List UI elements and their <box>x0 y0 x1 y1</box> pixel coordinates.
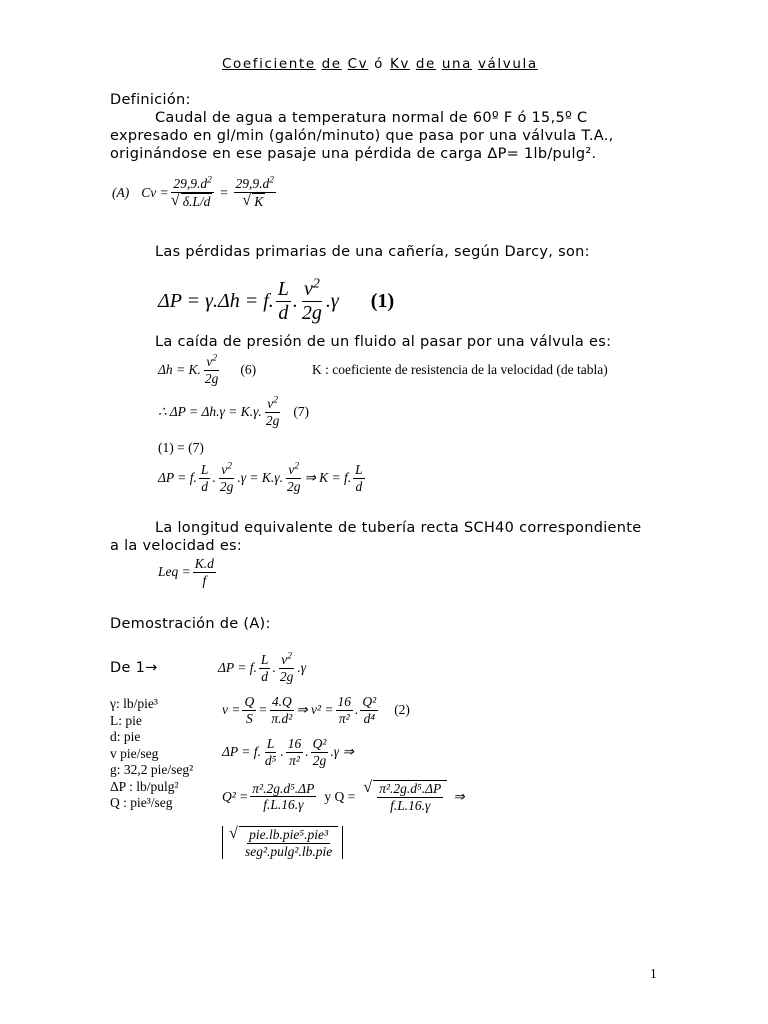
equation-lhs: Δh = K. <box>158 362 201 378</box>
fraction: $29,9.d^2$ √ K <box>234 176 276 209</box>
numerator: L <box>266 736 275 751</box>
numerator: v <box>288 462 295 477</box>
denominator: π.d² <box>271 710 293 726</box>
equation-tail: ⇒ <box>453 788 465 804</box>
numerator: L <box>355 462 363 477</box>
title-word: Kv <box>389 56 410 72</box>
equation-lhs: ΔP = f. <box>218 660 257 676</box>
equation-2: v = $\frac{Q}{S}$ = $\frac{4.Q}{\text{π.d²}}$ ⇒ v² = $\frac{16}{\text{π²}}$ . $\frac{\text{Q²}}{\text{d⁴}}$ (2) <box>222 694 410 726</box>
equation-part: ⇒ v² = <box>296 702 334 718</box>
numerator: K.d <box>194 556 214 571</box>
equation-1: ΔP = γ.Δh = f. $\frac{L}{d}$ . $\frac{v^2}{2g}$ .γ (1) <box>158 276 395 324</box>
denominator: f.L.16.γ <box>390 797 431 813</box>
denominator: π² <box>338 710 350 726</box>
numerator: 16 <box>287 736 302 751</box>
document-title <box>222 56 538 72</box>
denominator: 2g <box>219 478 234 494</box>
unit-item: γ: lb/pie³ <box>110 696 158 711</box>
numerator: √ π².2g.d⁵.ΔP <box>379 781 442 796</box>
equation-a: (A) Cv = $29,9.d^2$ √ δ.L/d = $29,9.d^2$ √ K <box>112 176 278 209</box>
equation-tail: .γ <box>325 290 339 312</box>
definition-line: Caudal de agua a temperatura normal de 60º F ó 15,5º C <box>155 110 588 126</box>
title-word: una <box>441 56 473 72</box>
equation-7: ∴ ΔP = Δh.γ = K.γ. $\frac{v^2}{2g}$ (7) <box>158 395 310 428</box>
denominator: d⁴ <box>363 710 376 726</box>
denominator: d <box>278 302 289 324</box>
denominator: d⁵ <box>264 752 277 768</box>
equation-tag: (1) <box>370 290 395 312</box>
numerator: v <box>221 462 228 477</box>
numerator: v <box>267 396 274 411</box>
numerator: L <box>260 652 269 667</box>
numerator: 29,9.d <box>235 176 270 191</box>
denominator: f <box>202 572 207 588</box>
title-word: Cv <box>347 56 369 72</box>
equation-lhs: Q² = <box>222 788 249 804</box>
numerator: v <box>281 652 288 667</box>
denominator: 2g <box>265 412 280 428</box>
equation-lhs: ΔP = γ.Δh = f. <box>158 290 274 312</box>
equation-de1: ΔP = f. $\frac{L}{d}$ . $\frac{v^2}{2g}$ .γ <box>218 651 307 684</box>
equation-lhs: ∴ ΔP = Δh.γ = K.γ. <box>158 404 262 420</box>
denominator: 2g <box>204 370 219 386</box>
equation-equal: (1) = (7) <box>158 440 204 455</box>
equation-part: ⇒ K = f. <box>304 470 352 486</box>
denominator: f.L.16.γ <box>263 797 304 813</box>
numerator: Q² <box>312 736 327 751</box>
numerator: 4.Q <box>271 694 292 709</box>
equation-4 <box>222 780 465 813</box>
valve-intro: La caída de presión de un fluido al pasar por una válvula es: <box>155 334 612 350</box>
numerator: √ pie.lb.pie⁵.pie³ <box>249 827 329 842</box>
numerator: 16 <box>337 694 352 709</box>
numerator: L <box>200 462 209 477</box>
units-list <box>110 696 193 812</box>
demo-heading: Demostración de (A): <box>110 616 271 632</box>
de1-label: De 1→ <box>110 660 158 676</box>
denominator: √ δ.L/d <box>181 193 213 210</box>
equation-lhs: v = <box>222 702 241 718</box>
equation-tail: .γ ⇒ <box>330 744 354 760</box>
unit-item: L: pie <box>110 712 142 728</box>
denominator: d <box>201 478 209 494</box>
equation-part: y Q = <box>324 788 356 804</box>
title-word: válvula <box>477 56 538 72</box>
denominator: d <box>355 478 363 494</box>
equation-part: .γ = K.γ. <box>237 470 283 486</box>
unit-item: g: 32,2 pie/seg² <box>110 762 194 777</box>
denominator: d <box>261 668 269 684</box>
unit-item: ΔP : lb/pulg² <box>110 778 179 794</box>
denominator: 2g <box>301 302 322 324</box>
title-word: Coeficiente <box>222 56 316 72</box>
denominator: π² <box>289 752 300 768</box>
denominator: S <box>245 710 253 726</box>
denominator: 2g <box>286 478 301 494</box>
leq-intro-line: a la velocidad es: <box>110 538 243 554</box>
numerator: v <box>303 278 313 300</box>
leq-intro-line: La longitud equivalente de tubería recta SCH40 correspondiente <box>155 520 642 536</box>
equation-lhs: Leq = <box>158 564 191 580</box>
page-number: 1 <box>650 966 657 981</box>
title-word: de <box>321 56 342 72</box>
definition-line: expresado en gl/min (galón/minuto) que pasa por una válvula T.A., <box>110 128 614 144</box>
equation-tag: (2) <box>394 702 410 718</box>
definition-label: Definición: <box>110 92 191 108</box>
equation-part: ΔP = f. <box>158 470 197 486</box>
fraction: $29,9.d^2$ √ δ.L/d <box>171 176 215 209</box>
numerator: Q <box>244 694 255 709</box>
equation-tag: (7) <box>293 404 310 420</box>
numerator: 29,9.d <box>173 176 208 191</box>
title-word: de <box>415 56 436 72</box>
denominator: 2g <box>279 668 294 684</box>
denominator: √ K <box>252 193 265 210</box>
darcy-intro: Las pérdidas primarias de una cañería, según Darcy, son: <box>155 244 590 260</box>
numerator: Q² <box>362 694 377 709</box>
equation-tail: .γ <box>297 660 307 676</box>
numerator: π².2g.d⁵.ΔP <box>252 780 315 796</box>
equation-6: Δh = K. $\frac{v^2}{2g}$ (6) <box>158 353 257 386</box>
equation-lhs: ΔP = f. <box>222 744 261 760</box>
equation-3: ΔP = f. $\frac{L}{\text{d⁵}}$ . $\frac{16}{\text{π²}}$ . $\frac{\text{Q²}}{2g}$ .γ ⇒ <box>222 736 354 768</box>
equation-lhs: Cv = <box>141 184 169 200</box>
title-word: ó <box>374 56 385 72</box>
equation-k: ΔP = f. $\frac{L}{d}$ . $\frac{v^2}{2g}$ .γ = K.γ. $\frac{v^2}{2g}$ ⇒ K = f. $\frac{L}{d}$ <box>158 461 363 494</box>
denominator: seg².pulg².lb.pie <box>245 843 333 859</box>
equation-tag: (6) <box>240 362 257 378</box>
equation-5 <box>222 826 343 859</box>
denominator: 2g <box>312 752 327 768</box>
k-note: K : coeficiente de resistencia de la velocidad (de tabla) <box>312 362 608 377</box>
unit-item: v pie/seg <box>110 745 159 761</box>
equation-leq <box>158 556 218 588</box>
unit-item: d: pie <box>110 729 141 744</box>
equation-tag: (A) <box>112 184 130 200</box>
numerator: v <box>206 354 213 369</box>
unit-item: Q : pie³/seg <box>110 795 173 810</box>
definition-line: originándose en ese pasaje una pérdida de carga ΔP= 1lb/pulg². <box>110 146 597 162</box>
numerator: L <box>277 278 289 300</box>
